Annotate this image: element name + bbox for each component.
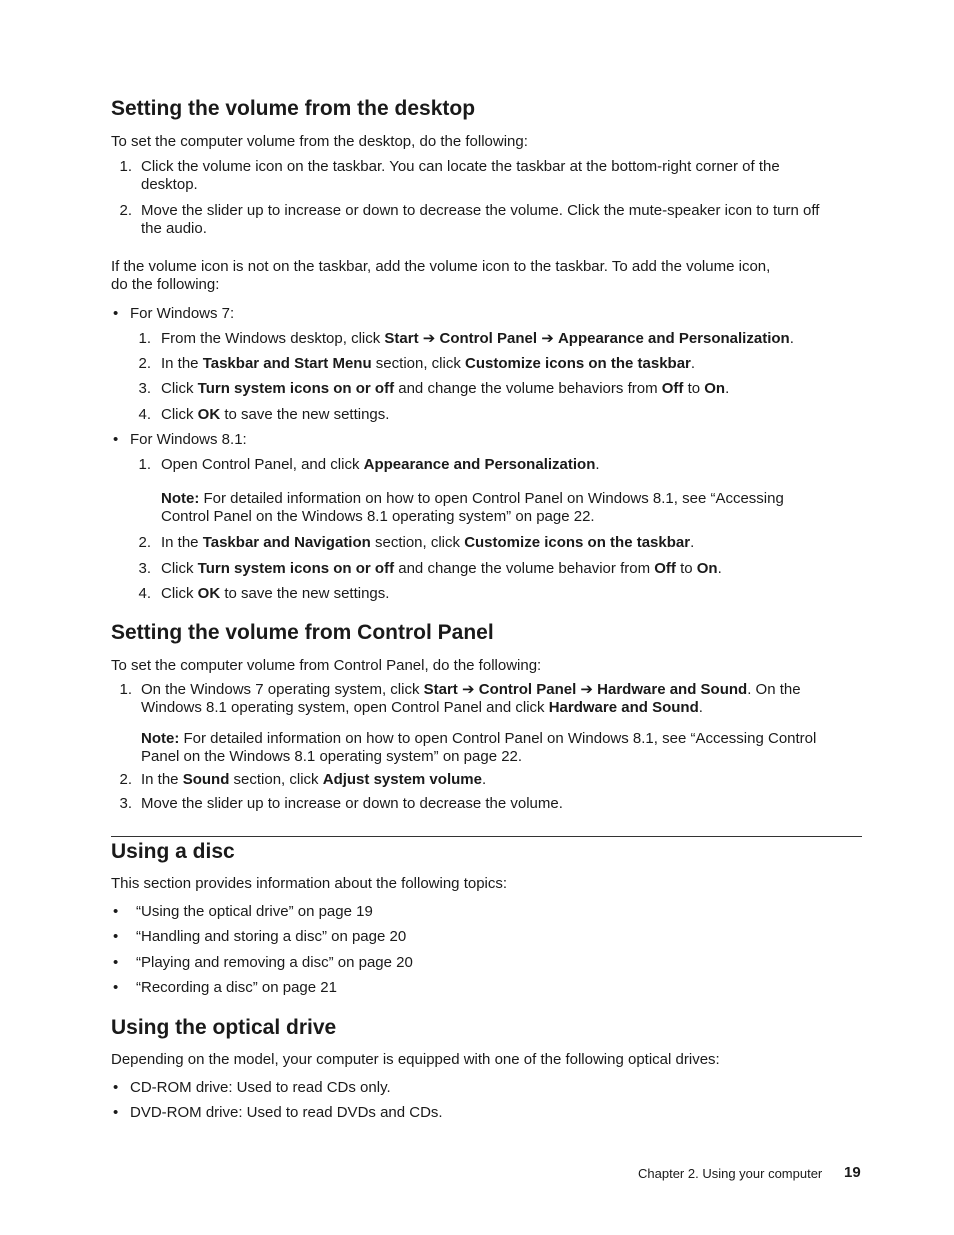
bullet: •: [113, 1079, 119, 1096]
step-text: Click Turn system icons on or off and change the volume behaviors from Off to On.: [161, 380, 730, 397]
heading-optical-drive: Using the optical drive: [111, 1016, 337, 1039]
bullet: •: [113, 928, 119, 945]
drive-item: DVD-ROM drive: Used to read DVDs and CDs.: [130, 1104, 443, 1121]
step-number: 3.: [138, 560, 151, 577]
arrow-icon: ➔: [461, 681, 475, 698]
step-text: On the Windows 7 operating system, click Start ➔ Control Panel ➔ Hardware and Sound. On the Windows 8.1 operating system, open Control Panel and click Hardware and Sound.: [141, 681, 801, 716]
win7-label: For Windows 7:: [130, 305, 235, 322]
bullet: •: [113, 979, 119, 996]
bullet: •: [113, 954, 119, 971]
topic-link[interactable]: “Using the optical drive” on page 19: [136, 903, 373, 920]
intro-control-panel: To set the computer volume from Control Panel, do the following:: [111, 657, 542, 674]
bullet: •: [113, 431, 119, 448]
intro-disc: This section provides information about the following topics:: [111, 875, 508, 892]
drive-item: CD-ROM drive: Used to read CDs only.: [130, 1079, 391, 1096]
topic-link[interactable]: “Playing and removing a disc” on page 20: [136, 954, 413, 971]
step-text: In the Taskbar and Start Menu section, click Customize icons on the taskbar.: [161, 355, 696, 372]
arrow-icon: ➔: [580, 681, 593, 698]
win81-label: For Windows 8.1:: [130, 431, 247, 448]
step-text: Click OK to save the new settings.: [161, 585, 390, 602]
step-number: 1.: [119, 158, 132, 175]
heading-control-panel: Setting the volume from Control Panel: [111, 621, 494, 644]
bullet: •: [113, 305, 119, 322]
step-text: Move the slider up to increase or down to decrease the volume.: [141, 795, 563, 812]
section-divider: [111, 836, 862, 837]
topic-link[interactable]: “Recording a disc” on page 21: [136, 979, 337, 996]
step-number: 3.: [138, 380, 151, 397]
step-number: 1.: [119, 681, 132, 698]
step-text: Click the volume icon on the taskbar. You can locate the taskbar at the bottom-right corner of the desktop.: [141, 158, 780, 193]
paragraph-add-icon: If the volume icon is not on the taskbar, add the volume icon to the taskbar. To add the volume icon, do the following:: [111, 258, 771, 293]
intro-optical: Depending on the model, your computer is equipped with one of the following optical drives:: [111, 1051, 720, 1068]
step-text: Move the slider up to increase or down to decrease the volume. Click the mute-speaker icon to turn off the audio.: [141, 202, 820, 237]
note: Note: For detailed information on how to open Control Panel on Windows 8.1, see “Accessing Control Panel on the Windows 8.1 operating system” on page 22.: [141, 730, 817, 765]
step-text: Open Control Panel, and click Appearance and Personalization.: [161, 456, 600, 473]
heading-desktop: Setting the volume from the desktop: [111, 97, 476, 120]
topic-link[interactable]: “Handling and storing a disc” on page 20: [136, 928, 407, 945]
step-number: 2.: [119, 771, 132, 788]
step-number: 4.: [138, 585, 151, 602]
step-number: 2.: [138, 534, 151, 551]
arrow-icon: ➔: [422, 330, 436, 347]
step-text: In the Taskbar and Navigation section, click Customize icons on the taskbar.: [161, 534, 695, 551]
heading-using-disc: Using a disc: [111, 840, 235, 863]
arrow-icon: ➔: [541, 330, 554, 347]
note: Note: For detailed information on how to open Control Panel on Windows 8.1, see “Accessing Control Panel on the Windows 8.1 operating system” on page 22.: [161, 490, 784, 525]
footer-chapter: Chapter 2. Using your computer: [638, 1166, 823, 1181]
step-number: 1.: [138, 330, 151, 347]
step-text: Click OK to save the new settings.: [161, 406, 390, 423]
bullet: •: [113, 903, 119, 920]
step-number: 3.: [119, 795, 132, 812]
step-number: 2.: [119, 202, 132, 219]
step-number: 2.: [138, 355, 151, 372]
step-text: In the Sound section, click Adjust system volume.: [141, 771, 487, 788]
intro-desktop: To set the computer volume from the desktop, do the following:: [111, 133, 528, 150]
step-text: From the Windows desktop, click Start ➔ Control Panel ➔ Appearance and Personalization.: [161, 330, 794, 347]
bullet: •: [113, 1104, 119, 1121]
page-number: 19: [844, 1164, 861, 1181]
step-text: Click Turn system icons on or off and change the volume behavior from Off to On.: [161, 560, 722, 577]
step-number: 4.: [138, 406, 151, 423]
step-number: 1.: [138, 456, 151, 473]
